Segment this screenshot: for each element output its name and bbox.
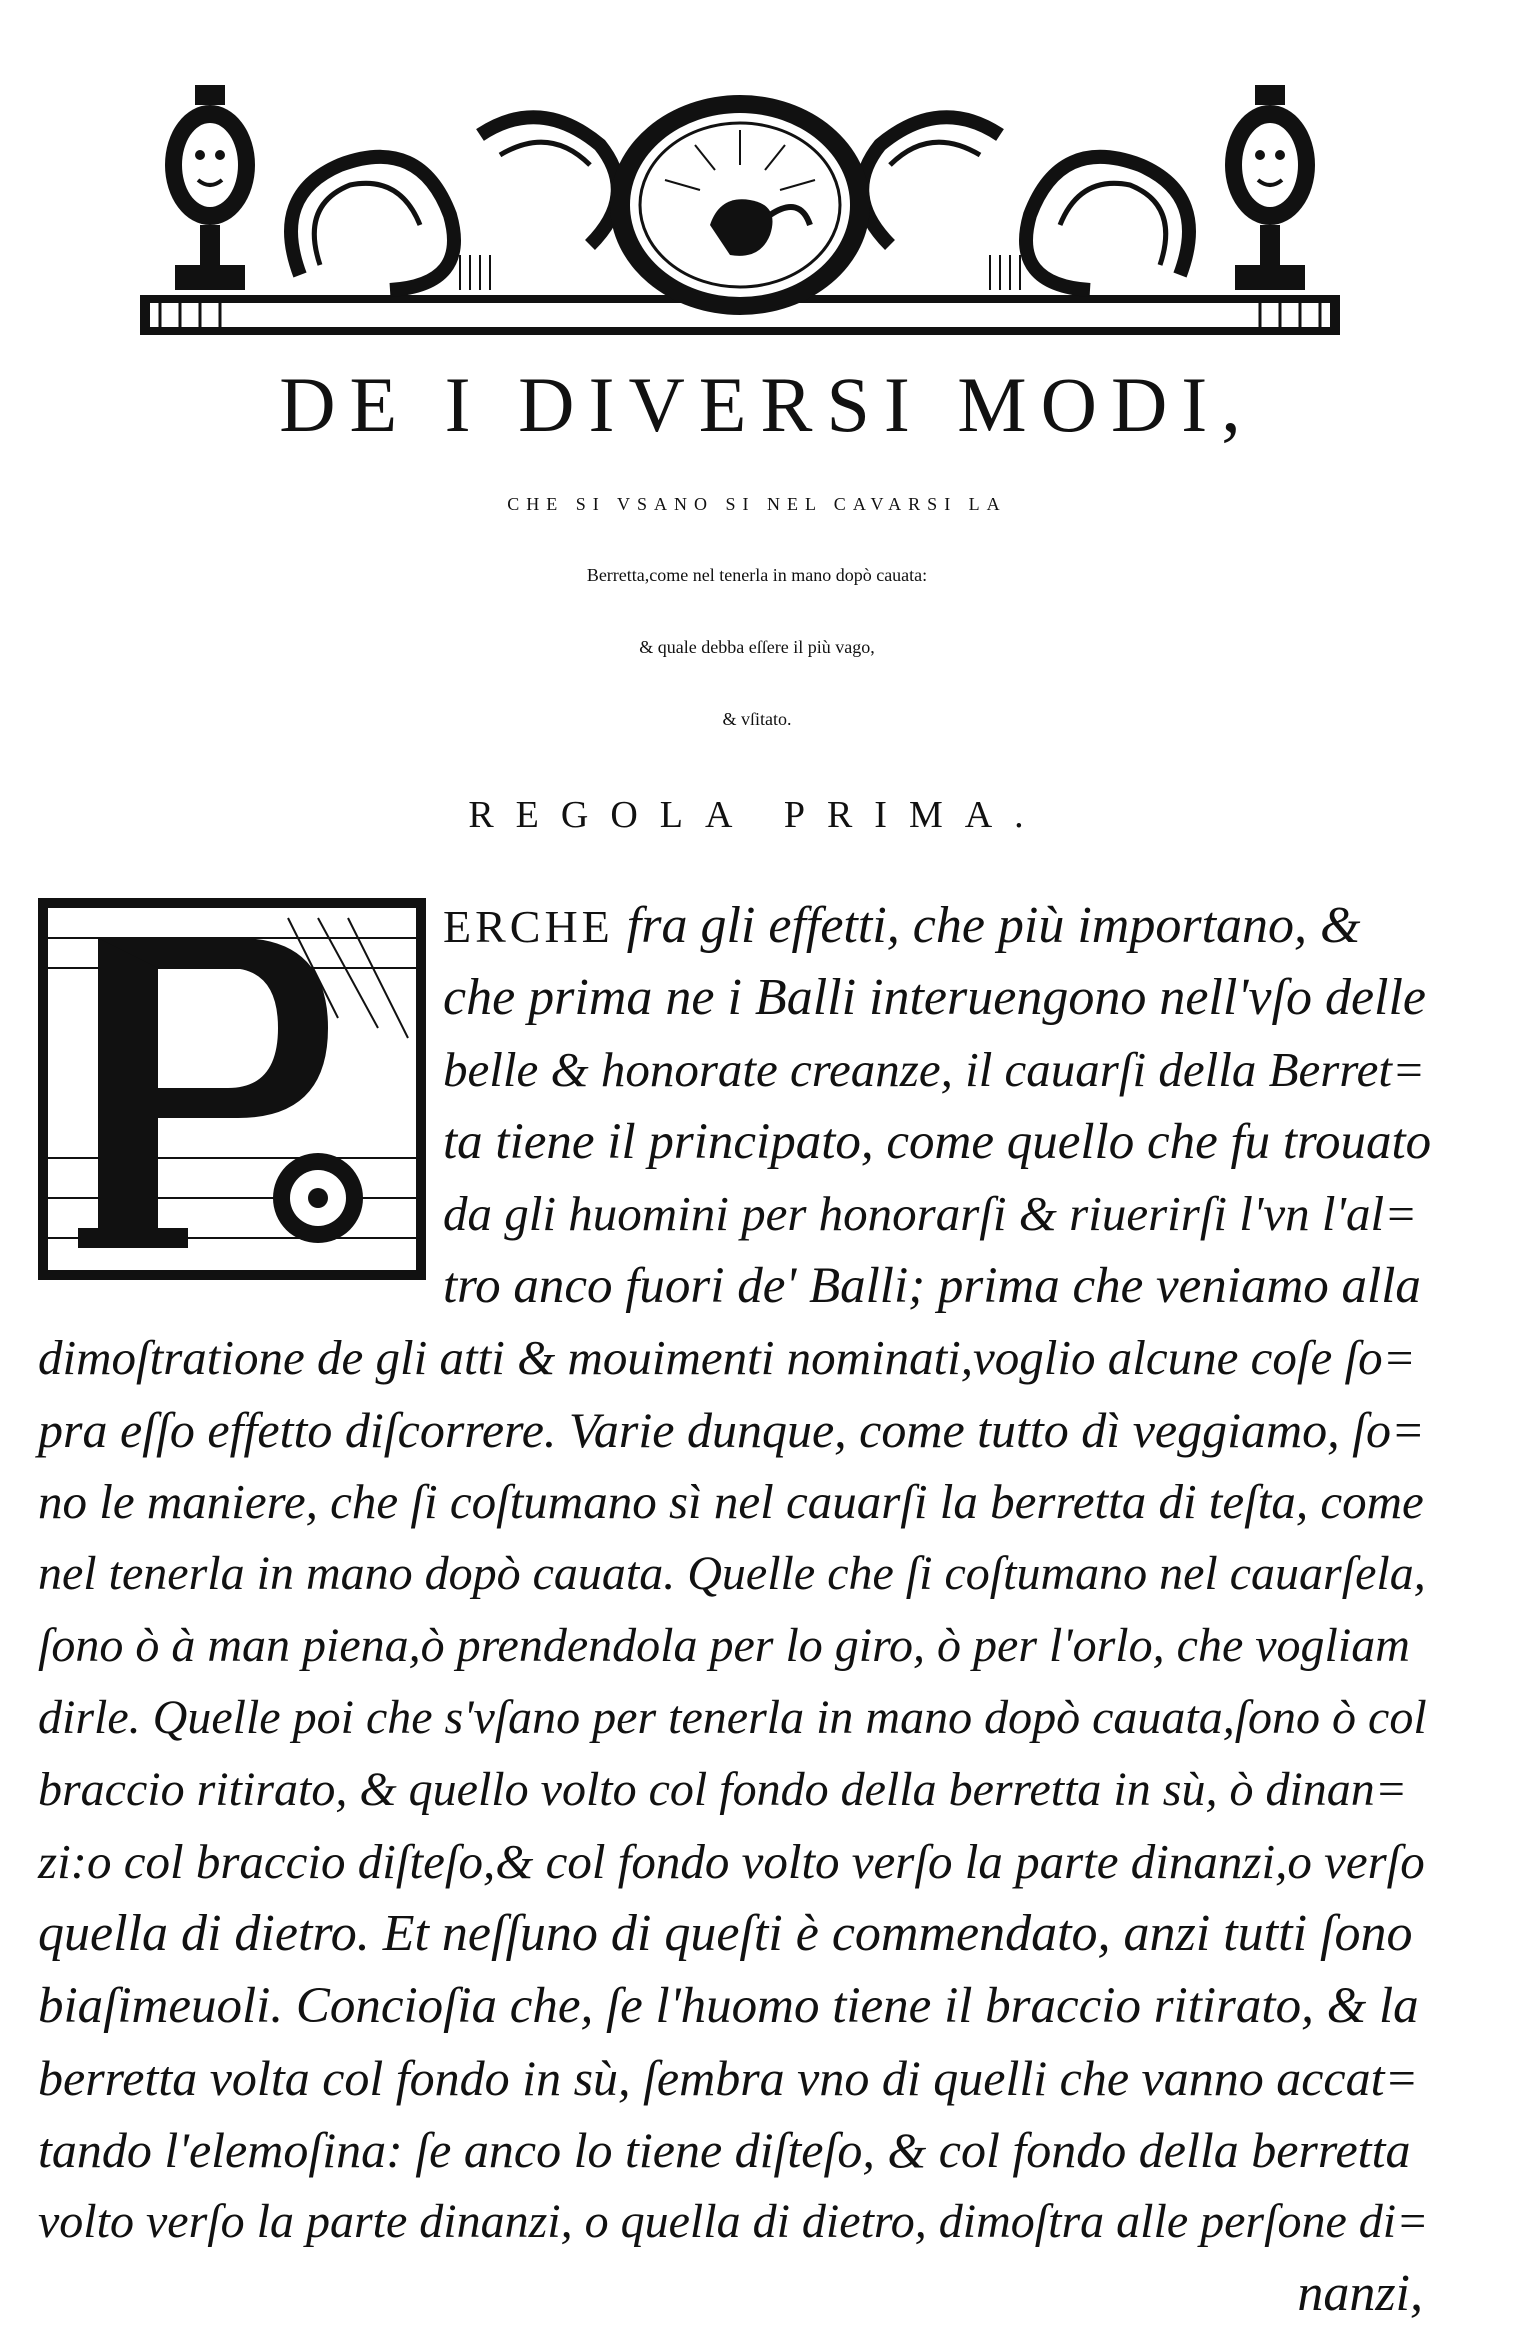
rule-heading: REGOLA PRIMA. bbox=[468, 794, 1046, 836]
subtitle-line: & vſitato. bbox=[722, 709, 792, 729]
text-line: tro anco fuori de' Balli; prima che veniamo alla bbox=[443, 1258, 1421, 1314]
text-line: braccio ritirato, & quello volto col fondo della berretta in sù, ò dinan= bbox=[38, 1763, 1408, 1816]
text-line: dirle. Quelle poi che s'vſano per tenerla in mano dopò cauata,ſono ò col bbox=[38, 1691, 1427, 1744]
center-medallion bbox=[610, 95, 870, 315]
text-line: ſono ò à man piena,ò prendendola per lo giro, ò per l'orlo, che vogliam bbox=[38, 1619, 1410, 1672]
text-line: nel tenerla in mano dopò cauata. Quelle che ſi coſtumano nel cauarſela, bbox=[38, 1547, 1426, 1600]
text-line: pra eſſo effetto diſcorrere. Varie dunque, come tutto dì veggiamo, ſo= bbox=[38, 1402, 1425, 1458]
catchword: nanzi, bbox=[1297, 2265, 1423, 2322]
text-line: dimoſtratione de gli atti & mouimenti nominati,voglio alcune coſe ſo= bbox=[38, 1330, 1416, 1385]
text-line: da gli huomini per honorarſi & riuerirſi l'vn l'al= bbox=[443, 1186, 1418, 1241]
text-line: ERCHE fra gli effetti, che più importano, & bbox=[443, 897, 1361, 954]
body-text bbox=[38, 890, 1433, 2330]
subtitle-line: Berretta,come nel tenerla in mano dopò cauata: bbox=[586, 565, 928, 585]
text-line: biaſimeuoli. Concioſia che, ſe l'huomo tiene il braccio ritirato, & la bbox=[38, 1978, 1419, 2034]
subtitle-caps: CHE SI VSANO SI NEL CAVARSI LA bbox=[507, 494, 1007, 514]
text-line: quella di dietro. Et neſſuno di queſti è commendato, anzi tutti ſono bbox=[38, 1905, 1413, 1962]
text-line: berretta volta col fondo in sù, ſembra vno di quelli che vanno accat= bbox=[38, 2050, 1419, 2106]
first-word: ERCHE bbox=[443, 901, 614, 952]
text-line: che prima ne i Balli interuengono nell'vſo delle bbox=[443, 969, 1426, 1026]
text-line: ta tiene il principato, come quello che fu trouato bbox=[443, 1114, 1432, 1170]
subtitle-line: & quale debba eſſere il più vago, bbox=[639, 637, 875, 657]
main-title: DE I DIVERSI MODI, bbox=[279, 361, 1255, 448]
text-line: tando l'elemoſina: ſe anco lo tiene diſteſo, & col fondo della berretta bbox=[38, 2122, 1411, 2178]
text-line: volto verſo la parte dinanzi, o quella di dietro, dimoſtra alle perſone di= bbox=[38, 2195, 1429, 2248]
title-block bbox=[0, 345, 1514, 755]
text-line: no le maniere, che ſi coſtumano sì nel cauarſi la berretta di teſta, come bbox=[38, 1474, 1424, 1529]
ornamental-headpiece bbox=[120, 75, 1360, 355]
text-line: belle & honorate creanze, il cauarſi della Berret= bbox=[443, 1042, 1426, 1097]
text-line: zi:o col braccio diſteſo,& col fondo volto verſo la parte dinanzi,o verſo bbox=[38, 1834, 1425, 1889]
